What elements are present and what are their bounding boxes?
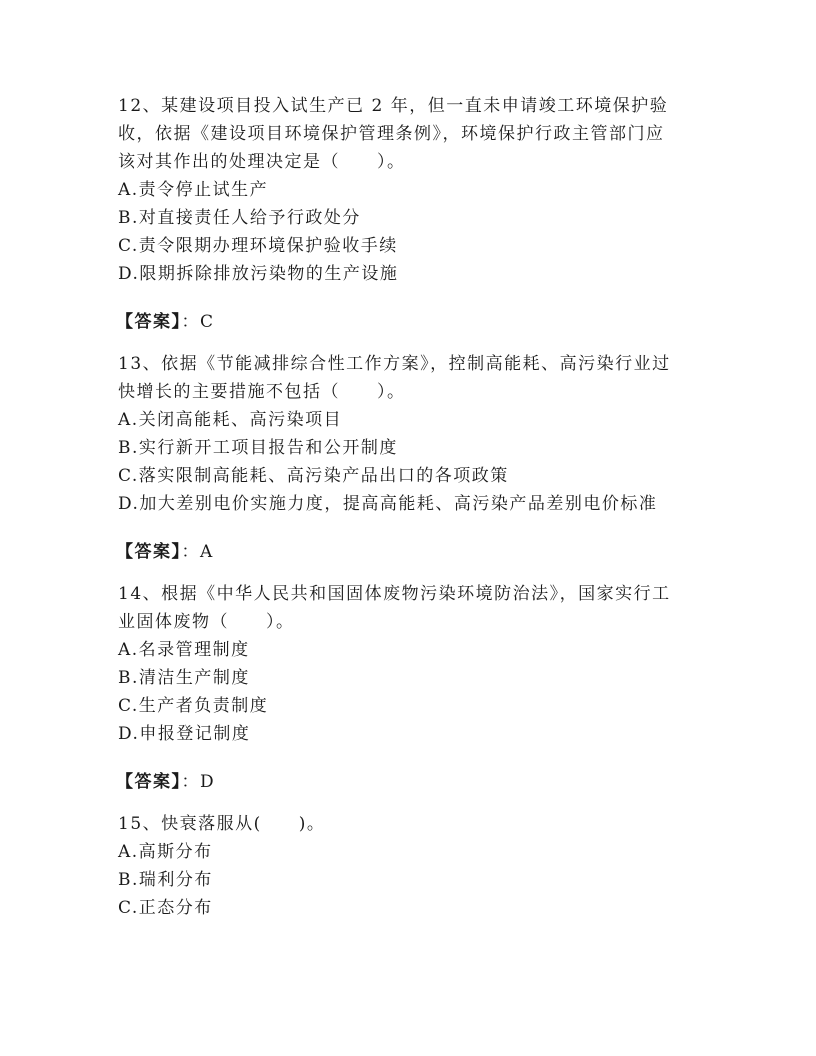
option-b: B.对直接责任人给予行政处分	[118, 208, 361, 228]
option-c: C.生产者负责制度	[118, 696, 269, 716]
question-12	[118, 92, 698, 336]
option-a: A.高斯分布	[118, 842, 213, 862]
answer-line	[116, 538, 698, 566]
question-stem-line: 13、依据《节能减排综合性工作方案》，控制高能耗、高污染行业过	[118, 354, 671, 374]
question-stem-line: 快增长的主要措施不包括（ ）。	[118, 382, 406, 402]
answer-line	[116, 768, 698, 796]
option-c: C.落实限制高能耗、高污染产品出口的各项政策	[118, 466, 509, 486]
question-stem-line: 14、根据《中华人民共和国固体废物污染环境防治法》，国家实行工	[118, 584, 671, 604]
answer-separator: ：	[181, 542, 200, 562]
question-stem-line: 业固体废物（ ）。	[118, 612, 295, 632]
question-13	[118, 350, 698, 566]
question-stem-line: 该对其作出的处理决定是（ ）。	[118, 152, 406, 172]
option-d: D.申报登记制度	[118, 724, 251, 744]
answer-separator: ：	[181, 772, 200, 792]
option-b: B.清洁生产制度	[118, 668, 250, 688]
answer-value: A	[200, 542, 214, 562]
option-a: A.名录管理制度	[118, 640, 250, 660]
option-a: A.责令停止试生产	[118, 180, 269, 200]
option-d: D.加大差别电价实施力度，提高高能耗、高污染产品差别电价标准	[118, 494, 658, 514]
question-stem-line: 收，依据《建设项目环境保护管理条例》，环境保护行政主管部门应	[118, 124, 665, 144]
option-b: B.瑞利分布	[118, 870, 213, 890]
exam-page	[118, 92, 698, 922]
option-a: A.关闭高能耗、高污染项目	[118, 410, 343, 430]
question-stem-line: 12、某建设项目投入试生产已 2 年，但一直未申请竣工环境保护验	[118, 96, 669, 116]
question-stem-line: 15、快衰落服从( )。	[118, 814, 326, 834]
answer-line	[116, 308, 698, 336]
answer-label: 【答案】	[116, 542, 182, 562]
answer-value: D	[200, 772, 216, 792]
answer-separator: ：	[181, 312, 200, 332]
question-15	[118, 810, 698, 922]
option-b: B.实行新开工项目报告和公开制度	[118, 438, 398, 458]
answer-value: C	[200, 312, 215, 332]
answer-label: 【答案】	[116, 312, 182, 332]
option-d: D.限期拆除排放污染物的生产设施	[118, 264, 399, 284]
answer-label: 【答案】	[116, 772, 182, 792]
option-c: C.正态分布	[118, 898, 213, 918]
option-c: C.责令限期办理环境保护验收手续	[118, 236, 398, 256]
question-14	[118, 580, 698, 796]
